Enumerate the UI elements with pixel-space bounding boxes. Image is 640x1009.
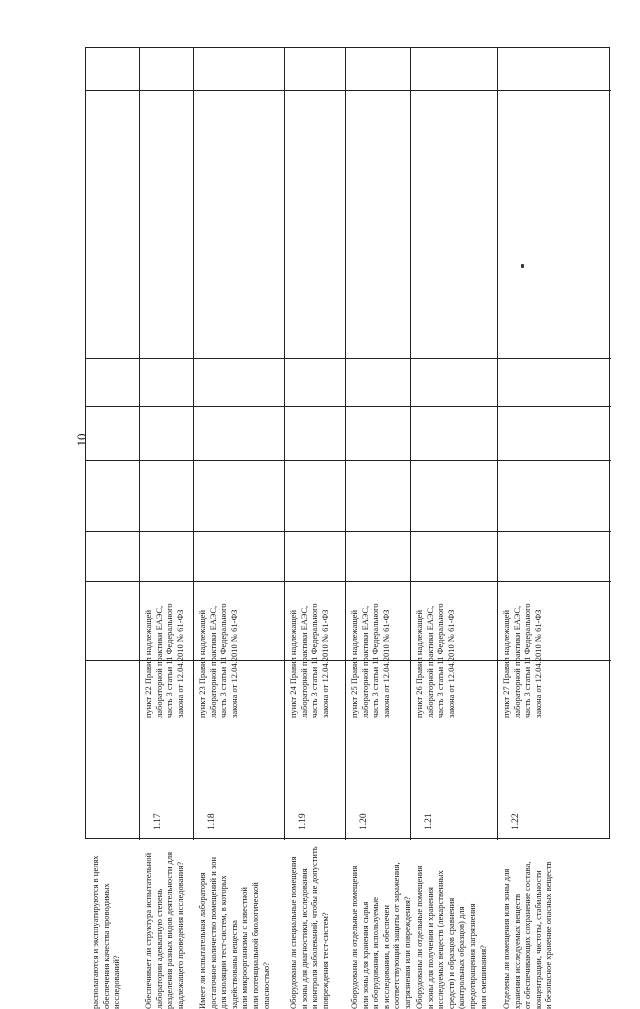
row-number: 1.21	[424, 813, 434, 830]
column-divider	[86, 531, 611, 532]
scan-speck	[521, 264, 524, 268]
row-divider	[139, 48, 140, 840]
column-divider	[86, 358, 611, 359]
requirement-question: Оборудованы ли отдельные помещения или зоны для хранения сырья и оборудования, используемые в исследовании, и обеспечен соответствующий защиты от заражения, загрязнения или повреждения?	[349, 862, 412, 1009]
regulation-reference: пункт 26 Правил надлежащей лабораторной практики ЕАЭС, часть 3 статьи 11 Федерального закона от 12.04.2010 № 61-ФЗ	[414, 603, 456, 718]
row-divider	[284, 48, 285, 840]
row-divider	[497, 48, 498, 840]
row-number: 1.20	[359, 813, 369, 830]
column-divider	[86, 90, 611, 91]
checklist-table	[85, 47, 610, 1009]
regulation-reference: пункт 22 Правил надлежащей лабораторной практики ЕАЭС, часть 3 статьи 11 Федерального закона от 12.04.2010 № 61-ФЗ	[143, 603, 185, 718]
row-number: 1.18	[207, 813, 217, 830]
row-number: 1.22	[511, 813, 521, 830]
column-divider	[86, 460, 611, 461]
requirement-question: Обеспечивает ли структура испытательной лаборатории адекватную степень разделения разных видов деятельности для надлежащего проведения исследования?	[143, 851, 185, 1009]
regulation-reference: пункт 24 Правил надлежащей лабораторной практики ЕАЭС, часть 3 статьи 11 Федерального закона от 12.04.2010 № 61-ФЗ	[288, 603, 330, 718]
row-divider	[345, 48, 346, 840]
page-number: 10	[74, 433, 89, 447]
requirement-question: Отделены ли помещения или зоны для хранения исследуемых веществ от обеспечивающих сохранение состава, концентрации, чистоты, стабильности и безопасное хранение опасных веществ	[501, 861, 554, 1009]
row-number: 1.17	[153, 813, 163, 830]
regulation-reference: пункт 23 Правил надлежащей лабораторной практики ЕАЭС, часть 3 статьи 11 Федерального закона от 12.04.2010 № 61-ФЗ	[197, 603, 239, 718]
requirement-question: Оборудованы ли отдельные помещения и зоны для получения и хранения исследуемых веществ (лекарственных средств) и образцов сравнения (контрольных образцов) для предотвращения загрязнения или смешивания?	[414, 865, 488, 1009]
row-number: 1.19	[298, 813, 308, 830]
requirement-question: Имеет ли испытательная лаборатория достаточное количество помещений и зон для изоляции тест-систем, в которых задействованы вещества или микроорганизмы с известной или потенциальной биологической опасностью?	[197, 857, 271, 1009]
requirement-question: Оборудованы ли специальные помещения и зоны для диагностики, исследования и контроля заболеваний, чтобы не допустить повреждения тест-систем?	[288, 846, 330, 1009]
row-divider	[410, 48, 411, 840]
regulation-reference: пункт 25 Правил надлежащей лабораторной практики ЕАЭС, часть 3 статьи 11 Федерального закона от 12.04.2010 № 61-ФЗ	[349, 603, 391, 718]
row-divider	[193, 48, 194, 840]
regulation-reference: пункт 27 Правил надлежащей лабораторной практики ЕАЭС, часть 3 статьи 11 Федерального закона от 12.04.2010 № 61-ФЗ	[501, 603, 543, 718]
column-divider	[86, 406, 611, 407]
requirement-question: располагаются и эксплуатируются в целях обеспечения качества проводимых исследований?	[90, 855, 122, 1009]
